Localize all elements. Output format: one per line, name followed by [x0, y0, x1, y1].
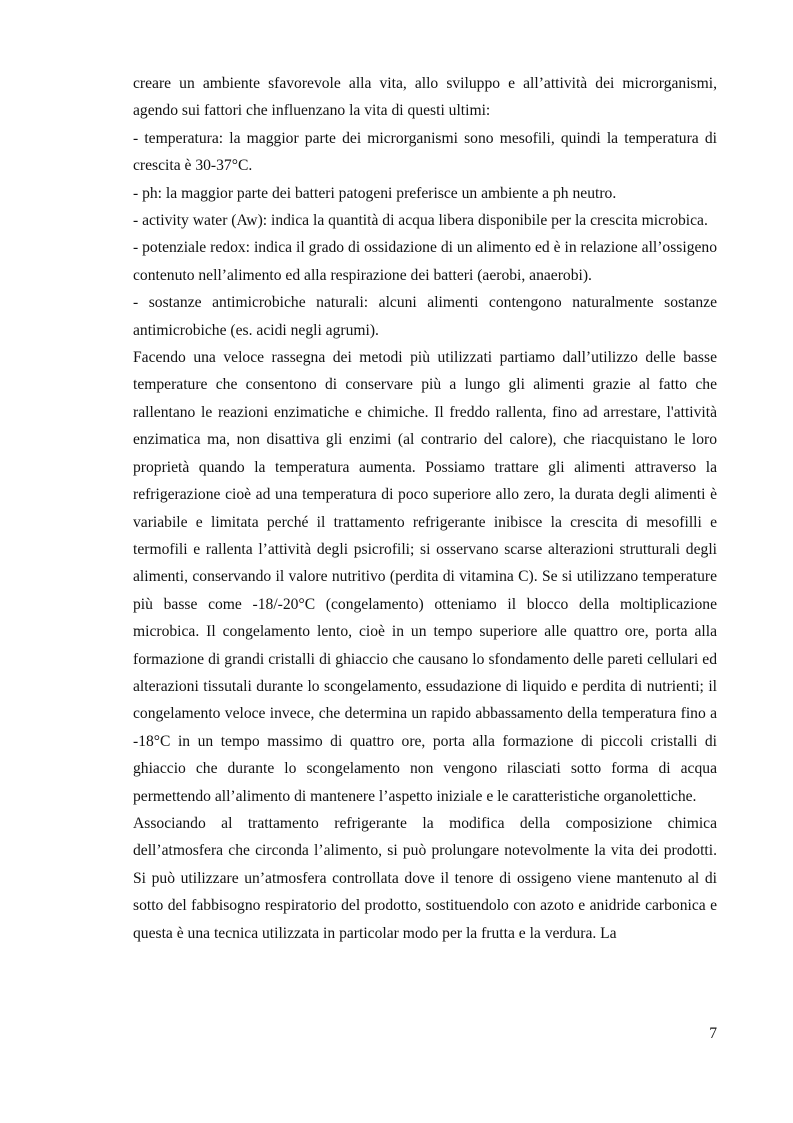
list-item-ph: - ph: la maggior parte dei batteri patogeni preferisce un ambiente a ph neutro. — [133, 184, 617, 202]
paragraph-basse-temperature: Facendo una veloce rassegna dei metodi più utilizzati partiamo dall’utilizzo delle basse temperature che consentono di conservare più a lungo gli alimenti grazie al fatto che rallentano le reazioni enzimatiche e chimiche. Il freddo rallenta, fino ad arrestare, l'attività enzimatica ma, non disattiva gli enzimi (al contrario del calore), che riacquistano le loro proprietà quando la temperatura aumenta. Possiamo trattare gli alimenti attraverso la refrigerazione cioè ad una temperatura di poco superiore allo zero, la durata degli alimenti è variabile e limitata perché il trattamento refrigerante inibisce la crescita di mesofilli e termofili e rallenta l’attività degli psicrofili; si osservano scarse alterazioni strutturali degli alimenti, conservando il valore nutritivo (perdita di vitamina C). Se si utilizzano temperature più basse come -18/-20°C (congelamento) otteniamo il blocco della moltiplicazione microbica. Il congelamento lento, cioè in un tempo superiore alle quattro ore, porta alla formazione di grandi cristalli di ghiaccio che causano lo sfondamento delle pareti cellulari ed alterazioni tissutali durante lo scongelamento, essudazione di liquido e perdita di nutrienti; il congelamento veloce invece, che determina un rapido abbassamento della temperatura fino a -18°C in un tempo massimo di quattro ore, porta alla formazione di piccoli cristalli di ghiaccio che durante lo scongelamento non vengono rilasciati sotto forma di acqua permettendo all’alimento di mantenere l’aspetto iniziale e le caratteristiche organolettiche. — [133, 349, 717, 805]
list-item-temperatura: - temperatura: la maggior parte dei microrganismi sono mesofili, quindi la temperatura di crescita è 30-37°C. — [133, 129, 717, 175]
list-item-potenziale-redox: - potenziale redox: indica il grado di ossidazione di un alimento ed è in relazione all’ossigeno contenuto nell’alimento ed alla respirazione dei batteri (aerobi, anaerobi). — [133, 239, 717, 284]
list-item-sostanze-antimicrobiche: - sostanze antimicrobiche naturali: alcuni alimenti contengono naturalmente sostanze antimicrobiche (es. acidi negli agrumi). — [133, 294, 717, 339]
paragraph-intro: creare un ambiente sfavorevole alla vita, allo sviluppo e all’attività dei microrganismi, agendo sui fattori che influenzano la vita di questi ultimi: — [133, 75, 717, 120]
paragraph-atmosfera: Associando al trattamento refrigerante la modifica della composizione chimica dell’atmosfera che circonda l’alimento, si può prolungare notevolmente la vita dei prodotti. Si può utilizzare un’atmosfera controllata dove il tenore di ossigeno viene mantenuto al di sotto del fabbisogno respiratorio del prodotto, sostituendolo con azoto e anidride carbonica e questa è una tecnica utilizzata in particolar modo per la frutta e la verdura. La — [133, 814, 717, 942]
list-item-activity-water: - activity water (Aw): indica la quantità di acqua libera disponibile per la crescita microbica. — [133, 212, 708, 230]
page-number: 7 — [709, 1025, 717, 1042]
body-text — [133, 70, 717, 947]
